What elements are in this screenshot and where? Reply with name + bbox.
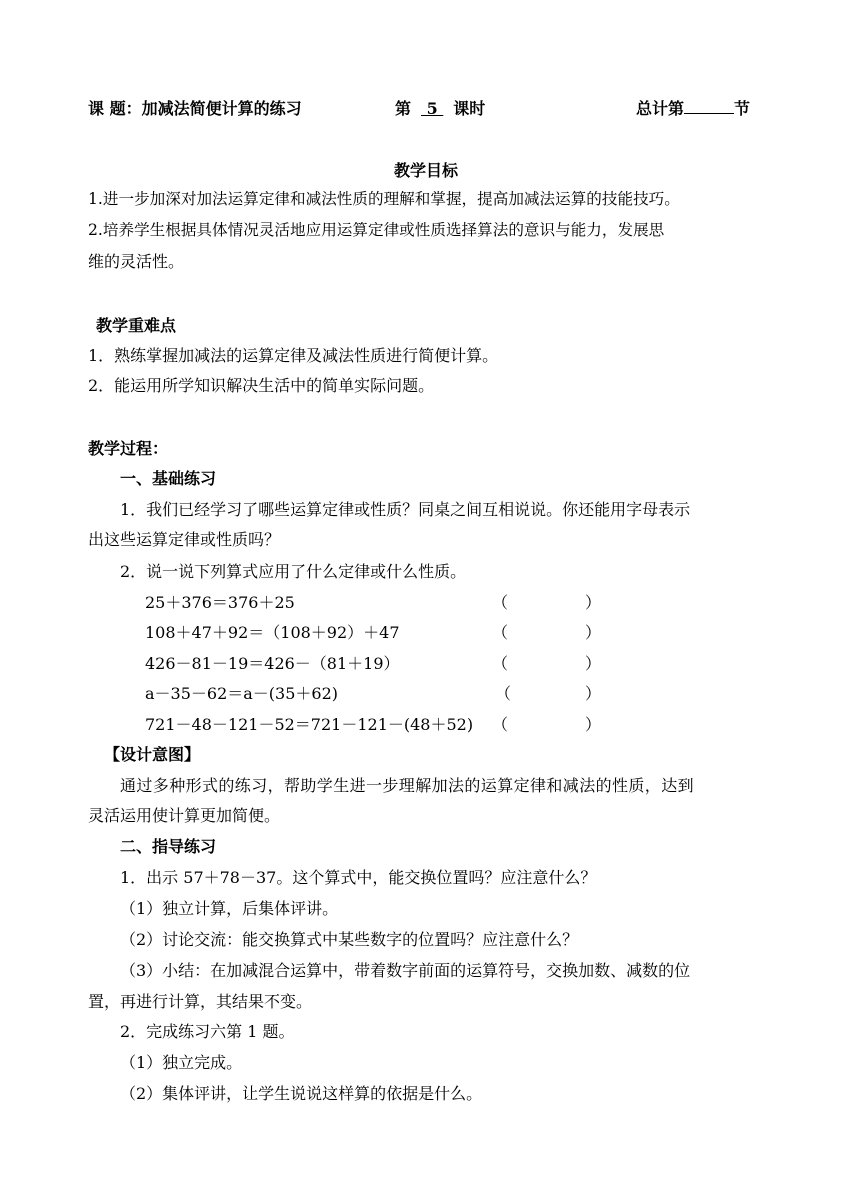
design-intent-line-1: 通过多种形式的练习，帮助学生进一步理解加法的运算定律和减法的性质，达到	[120, 776, 695, 795]
guided-item-2b: （2）集体评讲，让学生说说这样算的依据是什么。	[120, 1084, 483, 1103]
equation-5: 721－48－121－52＝721－121－(48＋52)	[145, 715, 474, 734]
goals-title: 教学目标	[394, 161, 459, 180]
lesson-topic: 课 题：加减法简便计算的练习	[88, 99, 302, 118]
keypoint-item-1: 1．熟练掌握加减法的运算定律及减法性质进行简便计算。	[88, 346, 499, 365]
equation-4: a－35－62＝a－(35＋62)	[145, 684, 339, 703]
answer-paren-open: （	[492, 593, 509, 612]
answer-paren-open: （	[492, 715, 509, 734]
design-intent-line-2: 灵活运用使计算更加简便。	[88, 806, 281, 825]
lesson-prefix: 第	[395, 99, 412, 118]
keypoints-title: 教学重难点	[96, 316, 177, 335]
answer-paren-open: （	[492, 654, 509, 673]
guided-item-1c-line-2: 置，再进行计算，其结果不变。	[88, 992, 313, 1011]
question-2: 2．说一说下列算式应用了什么定律或什么性质。	[120, 562, 467, 581]
guided-item-1c-line-1: （3）小结：在加减混合运算中，带着数字前面的运算符号，交换加数、减数的位	[120, 961, 691, 980]
total-suffix: 节	[734, 99, 751, 118]
equation-2: 108＋47＋92＝（108＋92）＋47	[145, 623, 400, 642]
section-basic-practice: 一、基础练习	[120, 469, 217, 488]
answer-paren-close: ）	[585, 715, 602, 734]
answer-paren-close: ）	[585, 593, 602, 612]
total-prefix: 总计第	[636, 99, 685, 118]
question-1-line-1: 1．我们已经学习了哪些运算定律或性质？同桌之间互相说说。你还能用字母表示	[120, 500, 691, 519]
total-count	[636, 96, 750, 119]
lesson-number	[395, 96, 485, 119]
design-intent-title: 【设计意图】	[104, 745, 201, 764]
goal-item-1: 1.进一步加深对加法运算定律和减法性质的理解和掌握，提高加减法运算的技能技巧。	[88, 190, 680, 208]
question-1-line-2: 出这些运算定律或性质吗？	[88, 530, 281, 549]
lesson-suffix: 课时	[453, 99, 486, 118]
answer-paren-close: ）	[585, 654, 602, 673]
guided-item-2: 2．完成练习六第 1 题。	[120, 1022, 295, 1041]
answer-paren-close: ）	[585, 623, 602, 642]
guided-item-1a: （1）独立计算，后集体评讲。	[120, 899, 339, 918]
guided-item-1b: （2）讨论交流：能交换算式中某些数字的位置吗？应注意什么？	[120, 930, 579, 949]
section-guided-practice: 二、指导练习	[120, 837, 217, 856]
answer-paren-open: （	[495, 684, 512, 703]
process-title: 教学过程：	[88, 439, 169, 458]
guided-item-1: 1．出示 57＋78－37。这个算式中，能交换位置吗？应注意什么？	[120, 868, 597, 887]
equation-3: 426－81－19＝426－（81＋19）	[145, 654, 400, 673]
goal-item-2: 2.培养学生根据具体情况灵活地应用运算定律或性质选择算法的意识与能力，发展思	[88, 221, 665, 239]
guided-item-2a: （1）独立完成。	[120, 1053, 243, 1072]
keypoint-item-2: 2．能运用所学知识解决生活中的简单实际问题。	[88, 376, 435, 395]
equation-1: 25＋376＝376＋25	[145, 593, 295, 612]
answer-paren-open: （	[492, 623, 509, 642]
goal-item-3: 维的灵活性。	[88, 252, 185, 271]
total-blank	[684, 99, 734, 114]
answer-paren-close: ）	[585, 684, 602, 703]
lesson-num: 5	[421, 99, 444, 118]
